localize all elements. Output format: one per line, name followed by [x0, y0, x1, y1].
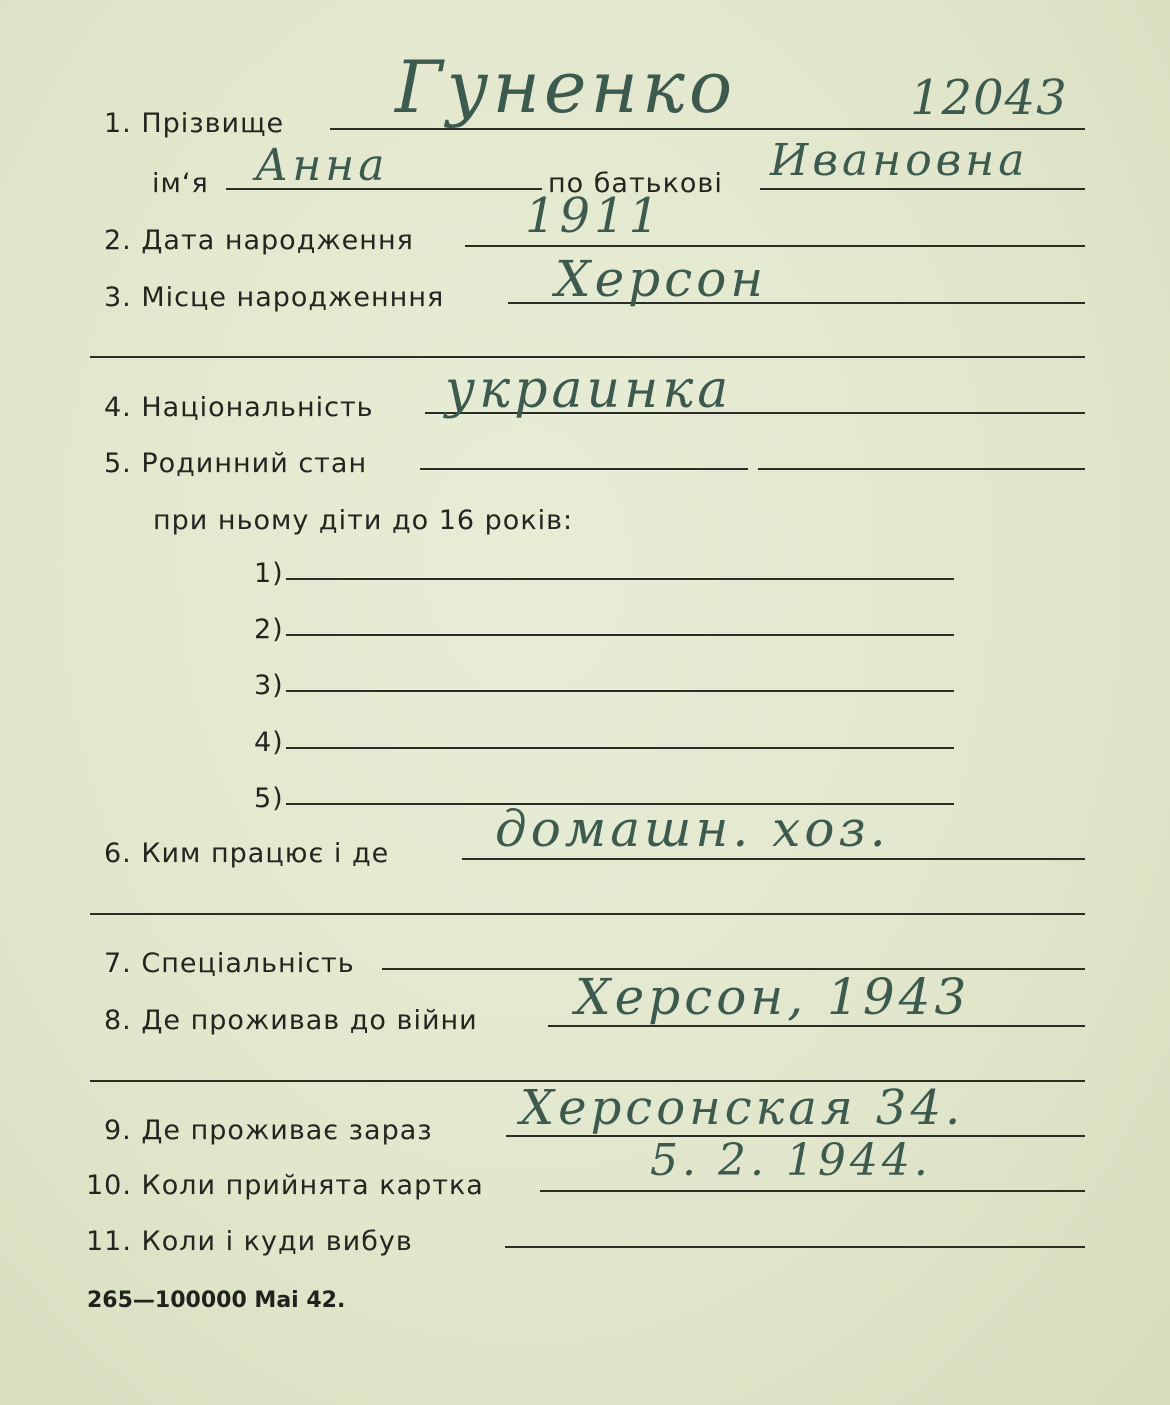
- label-marital-status: 5. Родинний стан: [104, 448, 368, 479]
- label-departure: 11. Коли і куди вибув: [86, 1226, 413, 1257]
- label-birthplace: 3. Місце народженння: [104, 282, 445, 313]
- value-birthplace: Херсон: [555, 250, 768, 308]
- label-current-residence: 9. Де проживає зараз: [104, 1115, 433, 1146]
- value-first-name: Анна: [255, 140, 389, 191]
- line-birthplace-extra: [90, 356, 1085, 358]
- label-child-3: 3): [254, 670, 284, 701]
- label-children: при ньому діти до 16 років:: [153, 505, 574, 536]
- line-patronymic: [760, 188, 1085, 190]
- label-child-5: 5): [254, 783, 284, 814]
- line-work-extra: [90, 913, 1085, 915]
- label-birth-date: 2. Дата народження: [104, 225, 414, 256]
- line-marital-status-b: [758, 468, 1085, 470]
- label-card-date: 10. Коли прийнята картка: [86, 1170, 484, 1201]
- print-code: 265—100000 Mai 42.: [87, 1288, 346, 1313]
- line-child-4: [286, 747, 954, 749]
- value-birth-date: 1911: [525, 188, 664, 244]
- line-child-3: [286, 690, 954, 692]
- label-work: 6. Ким працює і де: [104, 838, 390, 869]
- value-patronymic: Ивановна: [770, 135, 1029, 186]
- value-card-date: 5. 2. 1944.: [650, 1135, 932, 1186]
- label-speciality: 7. Спеціальність: [104, 948, 355, 979]
- label-first-name: ім‘я: [152, 168, 209, 199]
- value-work: домашн. хоз.: [495, 800, 890, 858]
- line-card-date: [540, 1190, 1085, 1192]
- value-surname: Гуненко: [395, 45, 737, 129]
- value-nationality: украинка: [445, 360, 733, 420]
- line-child-2: [286, 634, 954, 636]
- label-child-2: 2): [254, 614, 284, 645]
- line-departure: [505, 1246, 1085, 1248]
- line-work: [462, 858, 1085, 860]
- value-current-residence: Херсонская 34.: [520, 1080, 965, 1136]
- label-prewar-residence: 8. Де проживав до війни: [104, 1005, 478, 1036]
- label-surname: 1. Прізвище: [104, 108, 285, 139]
- label-child-4: 4): [254, 727, 284, 758]
- label-nationality: 4. Національність: [104, 392, 374, 423]
- line-marital-status-a: [420, 468, 748, 470]
- value-card-number: 12043: [910, 70, 1068, 126]
- line-birth-date: [465, 245, 1085, 247]
- value-prewar-residence: Херсон, 1943: [575, 968, 971, 1026]
- label-patronymic: по батькові: [548, 168, 723, 199]
- line-child-1: [286, 578, 954, 580]
- label-child-1: 1): [254, 558, 284, 589]
